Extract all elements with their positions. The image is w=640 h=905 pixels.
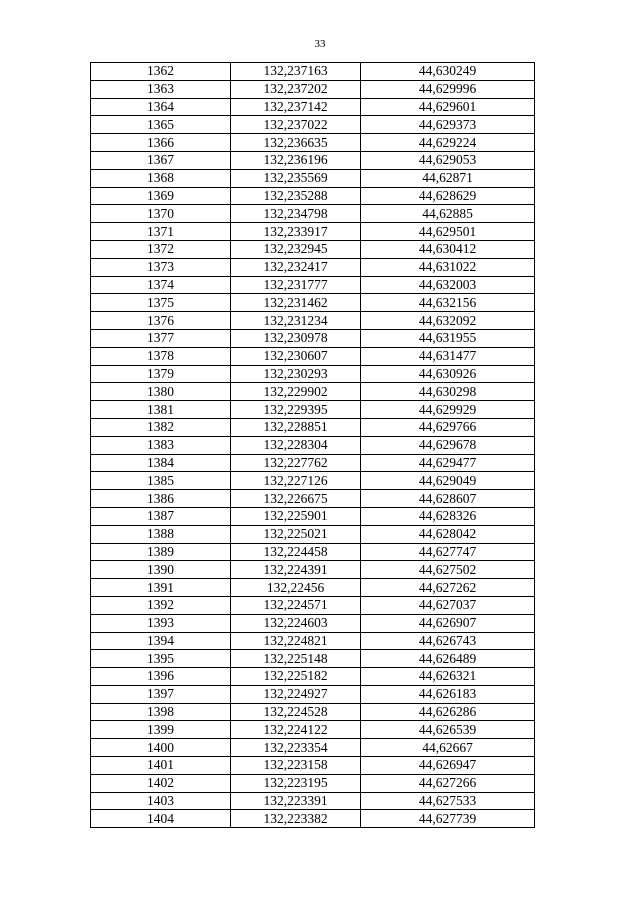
y-coordinate-cell: 44,630249 — [361, 63, 535, 81]
table-row — [91, 187, 535, 205]
table-row — [91, 436, 535, 454]
y-coordinate-cell: 44,630298 — [361, 383, 535, 401]
x-coordinate-cell: 132,236635 — [231, 134, 361, 152]
y-coordinate-cell: 44,627502 — [361, 561, 535, 579]
table-row — [91, 365, 535, 383]
point-number-cell: 1364 — [91, 98, 231, 116]
page-number: 33 — [314, 38, 326, 50]
y-coordinate-cell: 44,627037 — [361, 596, 535, 614]
table-row — [91, 276, 535, 294]
table-row — [91, 98, 535, 116]
point-number-cell: 1403 — [91, 792, 231, 810]
point-number-cell: 1378 — [91, 347, 231, 365]
point-number-cell: 1376 — [91, 312, 231, 330]
x-coordinate-cell: 132,225182 — [231, 668, 361, 686]
y-coordinate-cell: 44,629477 — [361, 454, 535, 472]
table-row — [91, 507, 535, 525]
y-coordinate-cell: 44,629373 — [361, 116, 535, 134]
point-number-cell: 1384 — [91, 454, 231, 472]
table-row — [91, 561, 535, 579]
y-coordinate-cell: 44,626321 — [361, 668, 535, 686]
x-coordinate-cell: 132,223158 — [231, 757, 361, 775]
x-coordinate-cell: 132,230293 — [231, 365, 361, 383]
x-coordinate-cell: 132,223354 — [231, 739, 361, 757]
table-row — [91, 596, 535, 614]
y-coordinate-cell: 44,629049 — [361, 472, 535, 490]
x-coordinate-cell: 132,231462 — [231, 294, 361, 312]
x-coordinate-cell: 132,225148 — [231, 650, 361, 668]
y-coordinate-cell: 44,626183 — [361, 685, 535, 703]
point-number-cell: 1392 — [91, 596, 231, 614]
point-number-cell: 1398 — [91, 703, 231, 721]
coordinates-table-body — [91, 63, 535, 828]
x-coordinate-cell: 132,236196 — [231, 151, 361, 169]
table-row — [91, 810, 535, 828]
point-number-cell: 1383 — [91, 436, 231, 454]
table-row — [91, 205, 535, 223]
table-row — [91, 614, 535, 632]
y-coordinate-cell: 44,627262 — [361, 579, 535, 597]
x-coordinate-cell: 132,232417 — [231, 258, 361, 276]
point-number-cell: 1362 — [91, 63, 231, 81]
table-row — [91, 703, 535, 721]
point-number-cell: 1394 — [91, 632, 231, 650]
point-number-cell: 1389 — [91, 543, 231, 561]
x-coordinate-cell: 132,224571 — [231, 596, 361, 614]
table-row — [91, 774, 535, 792]
x-coordinate-cell: 132,228851 — [231, 418, 361, 436]
y-coordinate-cell: 44,628326 — [361, 507, 535, 525]
x-coordinate-cell: 132,224821 — [231, 632, 361, 650]
point-number-cell: 1396 — [91, 668, 231, 686]
x-coordinate-cell: 132,22456 — [231, 579, 361, 597]
point-number-cell: 1381 — [91, 401, 231, 419]
x-coordinate-cell: 132,230978 — [231, 329, 361, 347]
point-number-cell: 1369 — [91, 187, 231, 205]
point-number-cell: 1366 — [91, 134, 231, 152]
table-row — [91, 792, 535, 810]
x-coordinate-cell: 132,224122 — [231, 721, 361, 739]
x-coordinate-cell: 132,231777 — [231, 276, 361, 294]
y-coordinate-cell: 44,629053 — [361, 151, 535, 169]
x-coordinate-cell: 132,224603 — [231, 614, 361, 632]
y-coordinate-cell: 44,627533 — [361, 792, 535, 810]
x-coordinate-cell: 132,229902 — [231, 383, 361, 401]
x-coordinate-cell: 132,229395 — [231, 401, 361, 419]
x-coordinate-cell: 132,235569 — [231, 169, 361, 187]
x-coordinate-cell: 132,223195 — [231, 774, 361, 792]
point-number-cell: 1370 — [91, 205, 231, 223]
y-coordinate-cell: 44,627739 — [361, 810, 535, 828]
table-row — [91, 721, 535, 739]
y-coordinate-cell: 44,62667 — [361, 739, 535, 757]
table-row — [91, 294, 535, 312]
y-coordinate-cell: 44,629929 — [361, 401, 535, 419]
x-coordinate-cell: 132,232945 — [231, 240, 361, 258]
x-coordinate-cell: 132,235288 — [231, 187, 361, 205]
y-coordinate-cell: 44,629224 — [361, 134, 535, 152]
x-coordinate-cell: 132,224927 — [231, 685, 361, 703]
point-number-cell: 1382 — [91, 418, 231, 436]
x-coordinate-cell: 132,224528 — [231, 703, 361, 721]
y-coordinate-cell: 44,626286 — [361, 703, 535, 721]
x-coordinate-cell: 132,224391 — [231, 561, 361, 579]
y-coordinate-cell: 44,629766 — [361, 418, 535, 436]
x-coordinate-cell: 132,227126 — [231, 472, 361, 490]
point-number-cell: 1368 — [91, 169, 231, 187]
y-coordinate-cell: 44,628042 — [361, 525, 535, 543]
table-row — [91, 63, 535, 81]
point-number-cell: 1372 — [91, 240, 231, 258]
x-coordinate-cell: 132,237163 — [231, 63, 361, 81]
y-coordinate-cell: 44,631022 — [361, 258, 535, 276]
y-coordinate-cell: 44,630412 — [361, 240, 535, 258]
table-row — [91, 223, 535, 241]
point-number-cell: 1391 — [91, 579, 231, 597]
x-coordinate-cell: 132,225021 — [231, 525, 361, 543]
point-number-cell: 1377 — [91, 329, 231, 347]
table-row — [91, 632, 535, 650]
x-coordinate-cell: 132,231234 — [231, 312, 361, 330]
y-coordinate-cell: 44,628629 — [361, 187, 535, 205]
y-coordinate-cell: 44,629501 — [361, 223, 535, 241]
y-coordinate-cell: 44,626743 — [361, 632, 535, 650]
y-coordinate-cell: 44,629996 — [361, 80, 535, 98]
table-row — [91, 650, 535, 668]
table-row — [91, 418, 535, 436]
x-coordinate-cell: 132,227762 — [231, 454, 361, 472]
y-coordinate-cell: 44,626489 — [361, 650, 535, 668]
x-coordinate-cell: 132,237202 — [231, 80, 361, 98]
point-number-cell: 1399 — [91, 721, 231, 739]
table-row — [91, 80, 535, 98]
x-coordinate-cell: 132,234798 — [231, 205, 361, 223]
table-row — [91, 134, 535, 152]
table-row — [91, 116, 535, 134]
y-coordinate-cell: 44,626539 — [361, 721, 535, 739]
point-number-cell: 1386 — [91, 490, 231, 508]
table-row — [91, 525, 535, 543]
table-row — [91, 383, 535, 401]
table-row — [91, 490, 535, 508]
table-row — [91, 454, 535, 472]
table-row — [91, 312, 535, 330]
x-coordinate-cell: 132,230607 — [231, 347, 361, 365]
table-row — [91, 685, 535, 703]
x-coordinate-cell: 132,233917 — [231, 223, 361, 241]
y-coordinate-cell: 44,628607 — [361, 490, 535, 508]
table-row — [91, 401, 535, 419]
y-coordinate-cell: 44,62885 — [361, 205, 535, 223]
y-coordinate-cell: 44,632156 — [361, 294, 535, 312]
point-number-cell: 1402 — [91, 774, 231, 792]
x-coordinate-cell: 132,226675 — [231, 490, 361, 508]
point-number-cell: 1374 — [91, 276, 231, 294]
y-coordinate-cell: 44,630926 — [361, 365, 535, 383]
point-number-cell: 1375 — [91, 294, 231, 312]
table-row — [91, 240, 535, 258]
table-row — [91, 543, 535, 561]
y-coordinate-cell: 44,629678 — [361, 436, 535, 454]
point-number-cell: 1380 — [91, 383, 231, 401]
x-coordinate-cell: 132,223391 — [231, 792, 361, 810]
table-row — [91, 668, 535, 686]
point-number-cell: 1387 — [91, 507, 231, 525]
point-number-cell: 1365 — [91, 116, 231, 134]
point-number-cell: 1400 — [91, 739, 231, 757]
y-coordinate-cell: 44,626907 — [361, 614, 535, 632]
point-number-cell: 1379 — [91, 365, 231, 383]
x-coordinate-cell: 132,225901 — [231, 507, 361, 525]
table-row — [91, 739, 535, 757]
point-number-cell: 1363 — [91, 80, 231, 98]
y-coordinate-cell: 44,629601 — [361, 98, 535, 116]
point-number-cell: 1385 — [91, 472, 231, 490]
table-row — [91, 258, 535, 276]
point-number-cell: 1371 — [91, 223, 231, 241]
point-number-cell: 1367 — [91, 151, 231, 169]
table-row — [91, 347, 535, 365]
point-number-cell: 1388 — [91, 525, 231, 543]
point-number-cell: 1404 — [91, 810, 231, 828]
y-coordinate-cell: 44,631477 — [361, 347, 535, 365]
table-row — [91, 151, 535, 169]
table-row — [91, 472, 535, 490]
point-number-cell: 1395 — [91, 650, 231, 668]
y-coordinate-cell: 44,631955 — [361, 329, 535, 347]
table-row — [91, 757, 535, 775]
y-coordinate-cell: 44,627747 — [361, 543, 535, 561]
x-coordinate-cell: 132,228304 — [231, 436, 361, 454]
coordinates-table — [90, 62, 535, 828]
x-coordinate-cell: 132,224458 — [231, 543, 361, 561]
table-row — [91, 169, 535, 187]
table-row — [91, 579, 535, 597]
y-coordinate-cell: 44,62871 — [361, 169, 535, 187]
y-coordinate-cell: 44,632003 — [361, 276, 535, 294]
y-coordinate-cell: 44,632092 — [361, 312, 535, 330]
y-coordinate-cell: 44,627266 — [361, 774, 535, 792]
point-number-cell: 1397 — [91, 685, 231, 703]
point-number-cell: 1393 — [91, 614, 231, 632]
x-coordinate-cell: 132,223382 — [231, 810, 361, 828]
point-number-cell: 1390 — [91, 561, 231, 579]
point-number-cell: 1401 — [91, 757, 231, 775]
point-number-cell: 1373 — [91, 258, 231, 276]
x-coordinate-cell: 132,237142 — [231, 98, 361, 116]
y-coordinate-cell: 44,626947 — [361, 757, 535, 775]
x-coordinate-cell: 132,237022 — [231, 116, 361, 134]
table-row — [91, 329, 535, 347]
